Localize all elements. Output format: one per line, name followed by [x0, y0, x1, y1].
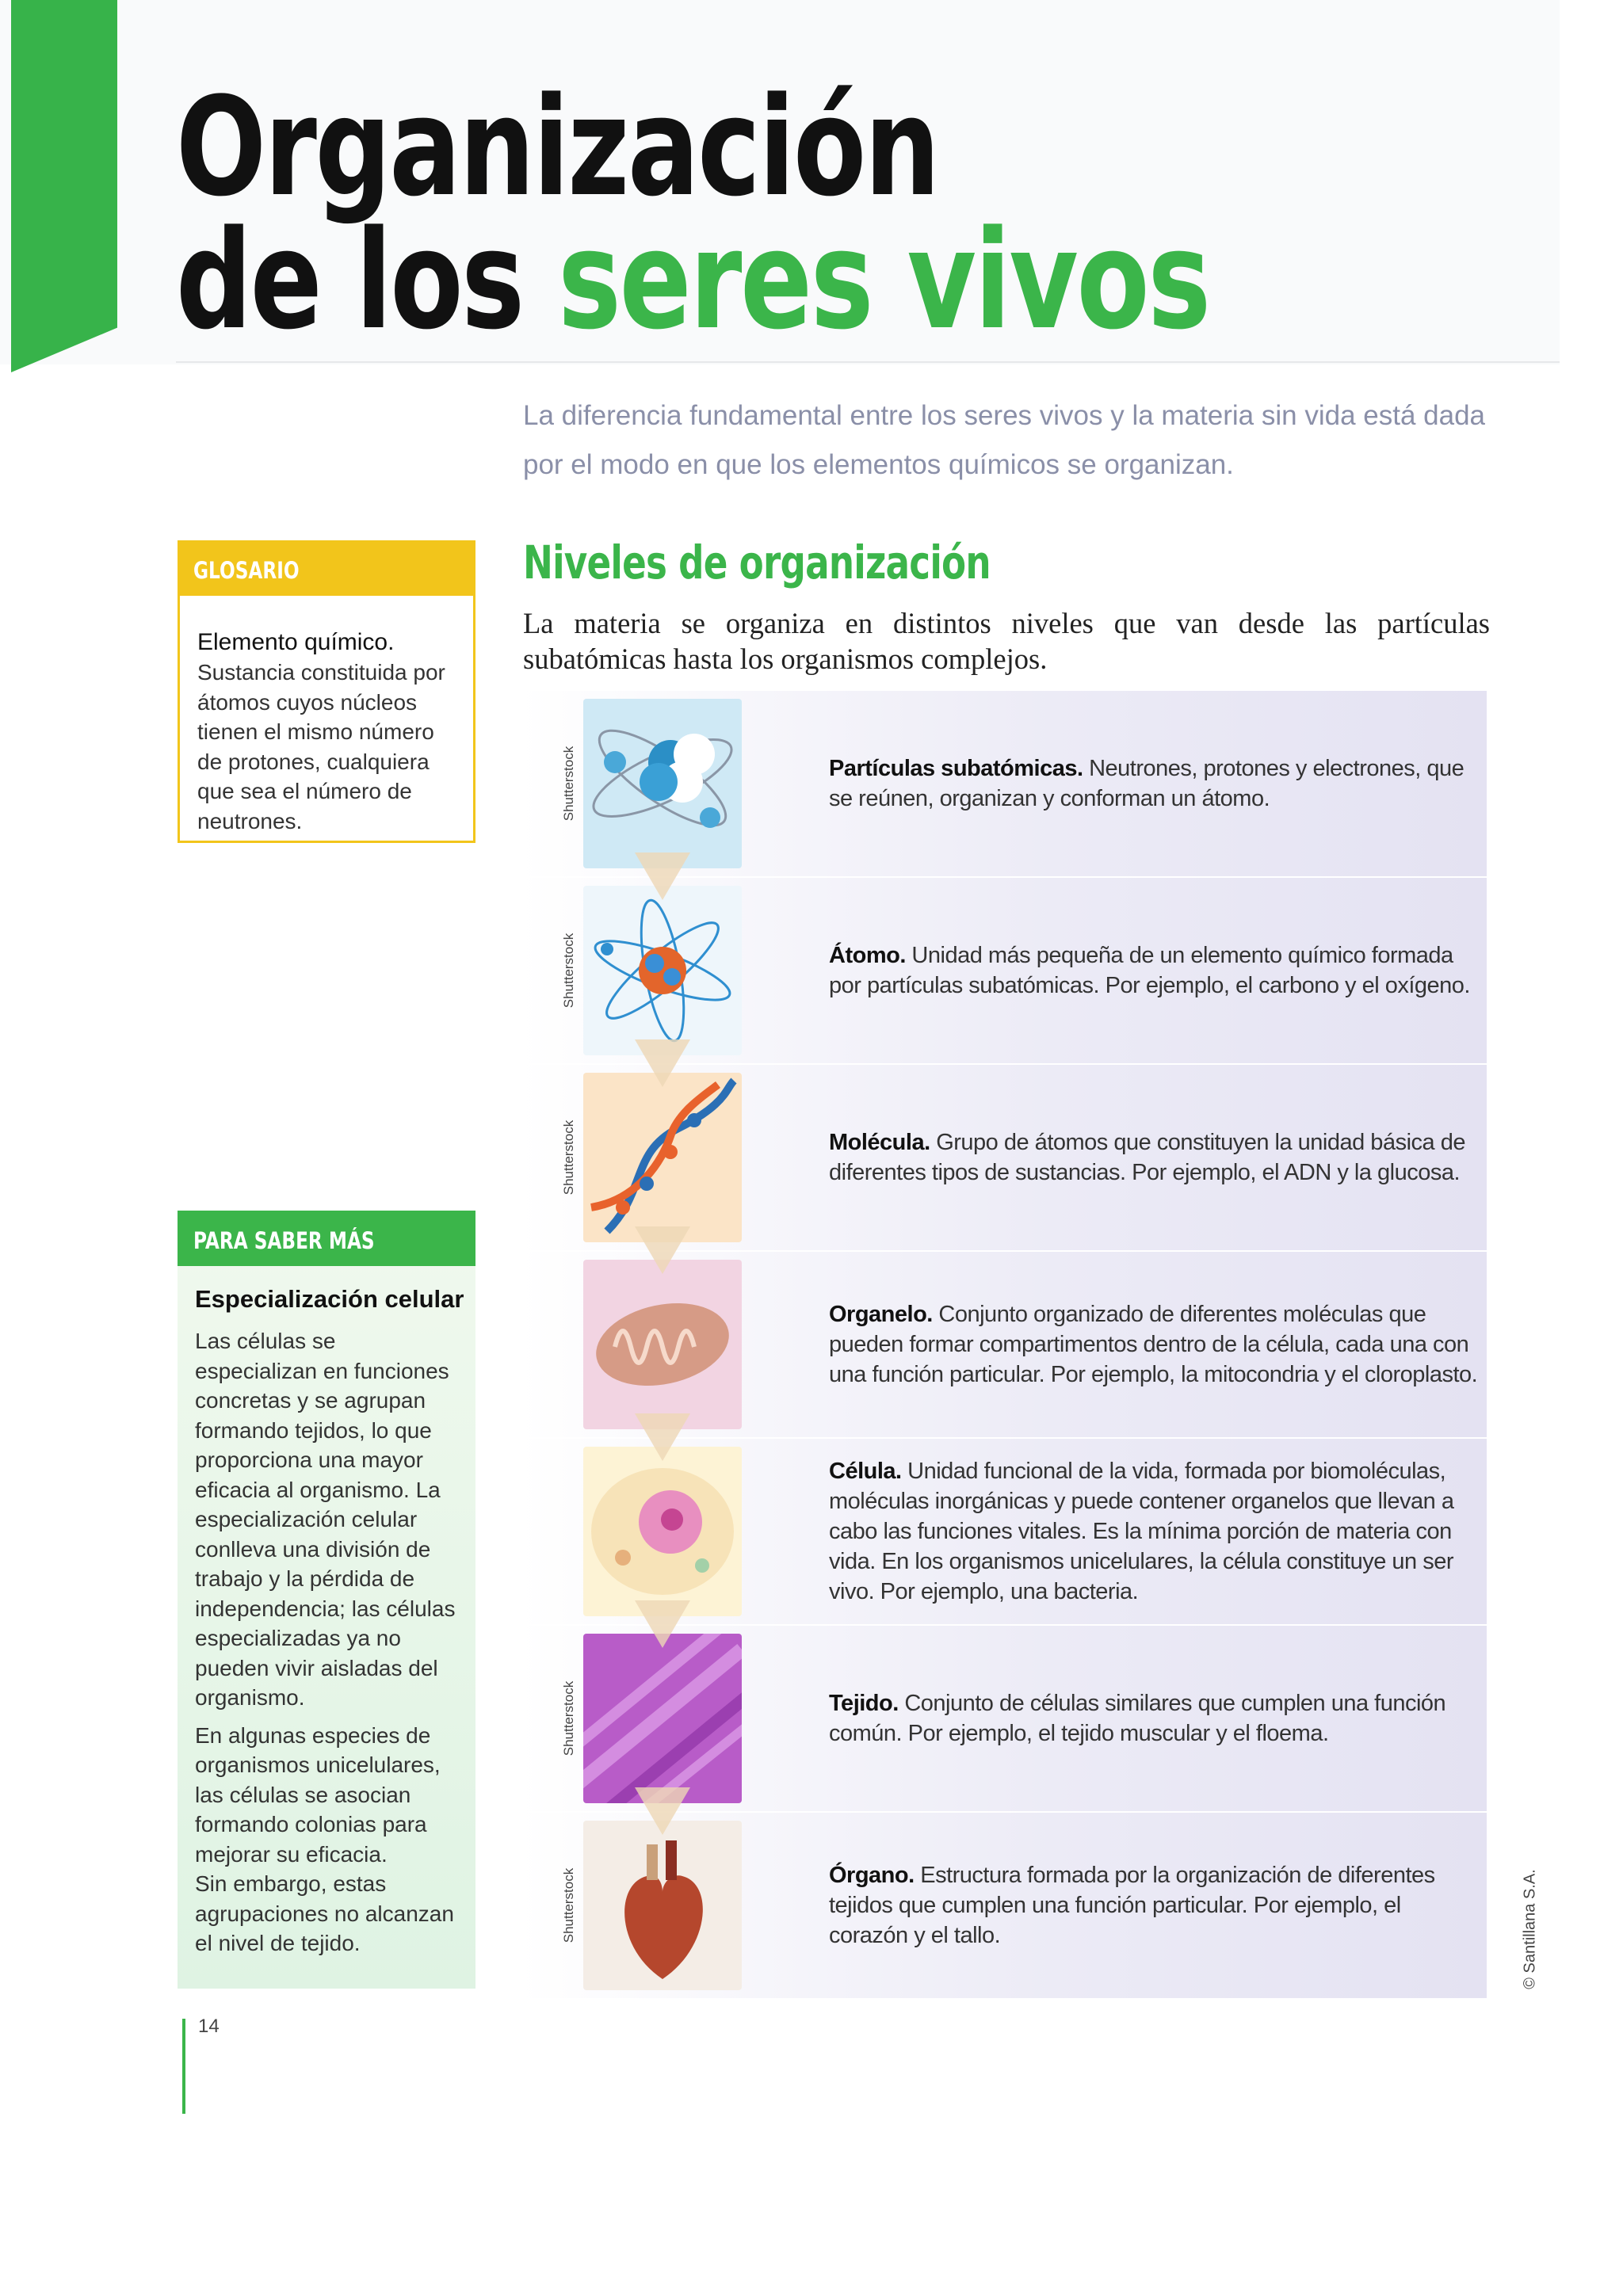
glossary-term: Elemento químico. [197, 629, 395, 655]
level-description: Partículas subatómicas. Neutrones, protones y electrones, que se reúnen, organizan y conforman un átomo. [829, 756, 1465, 811]
photo-credit: Shutterstock [561, 933, 576, 1009]
glossary-definition: Sustancia constituida por átomos cuyos núcleos tienen el mismo número de protones, cualquiera que sea el número de neutrones. [197, 660, 445, 833]
intro-text: La diferencia fundamental entre los seres vivos y la materia sin vida está dada por el modo en que los elementos químicos se organizan. [523, 400, 1485, 480]
chapter-tab [11, 0, 117, 372]
level-cell [520, 1437, 1487, 1624]
more-info-paragraph: Sin embargo, estas agrupaciones no alcanzan el nivel de tejido. [195, 1871, 454, 1955]
level-tissue [520, 1624, 1487, 1811]
more-info-paragraph: Las células se especializan en funciones concretas y se agrupan formando tejidos, lo que proporciona una mayor eficacia al organismo. La especialización celular conlleva una división de trabajo y la pérdida de independencia; las células especializadas ya no pueden vivir aisladas del organismo. [195, 1329, 456, 1710]
level-description: Tejido. Conjunto de células similares que cumplen una función común. Por ejemplo, el tejido muscular y el floema. [829, 1691, 1446, 1746]
subatomic-particles-icon [583, 699, 742, 868]
title-divider [176, 361, 1560, 363]
level-description: Órgano. Estructura formada por la organización de diferentes tejidos que cumplen una función particular. Por ejemplo, el corazón y el tallo. [829, 1863, 1435, 1948]
photo-credit: Shutterstock [561, 1867, 576, 1943]
level-molecule [520, 1063, 1487, 1250]
glossary-heading: GLOSARIO [178, 540, 475, 596]
level-description: Organelo. Conjunto organizado de diferentes moléculas que pueden formar compartimentos dentro de la célula, cada una con una función particular. Por ejemplo, la mitocondria y el cloroplasto. [829, 1302, 1478, 1387]
title-highlight: seres vivos [558, 200, 1209, 360]
page-number-bar [182, 2019, 185, 2114]
heart-icon [583, 1821, 742, 1990]
photo-credit: Shutterstock [561, 746, 576, 822]
section-lead: La materia se organiza en distintos niveles que van desde las partículas subatómicas hasta los organismos complejos. [523, 607, 1490, 675]
photo-credit: Shutterstock [561, 1119, 576, 1196]
photo-credit: Shutterstock [561, 1680, 576, 1756]
page-title [176, 67, 1209, 360]
title-line-2-prefix: de los [176, 200, 559, 360]
more-info-heading: PARA SABER MÁS [178, 1211, 475, 1266]
level-subatomic [520, 689, 1487, 876]
cell-icon [583, 1447, 742, 1616]
dna-molecule-icon [583, 1073, 742, 1242]
section-title: Niveles de organización [523, 536, 991, 589]
mitochondria-icon [583, 1260, 742, 1429]
level-description: Átomo. Unidad más pequeña de un elemento químico formada por partículas subatómicas. Por ejemplo, el carbono y el oxígeno. [829, 943, 1470, 998]
atom-icon [583, 886, 742, 1055]
levels-list [520, 689, 1487, 1998]
more-info-paragraph: En algunas especies de organismos unicelulares, las células se asocian formando colonias para mejorar su eficacia. [195, 1722, 441, 1867]
copyright: © Santillana S.A. [1521, 1869, 1539, 1989]
level-organ [520, 1811, 1487, 1998]
title-line-1: Organización [176, 67, 939, 227]
muscle-tissue-icon [583, 1634, 742, 1803]
level-description: Molécula. Grupo de átomos que constituyen la unidad básica de diferentes tipos de sustancias. Por ejemplo, el ADN y la glucosa. [829, 1130, 1465, 1185]
more-info-box [178, 1211, 475, 1989]
glossary-box [178, 540, 475, 843]
more-info-title: Especialización celular [195, 1285, 464, 1313]
title-line-2 [176, 200, 1209, 360]
level-organelle [520, 1250, 1487, 1437]
level-atom [520, 876, 1487, 1063]
level-description: Célula. Unidad funcional de la vida, formada por biomoléculas, moléculas inorgánicas y puede contener organelos que llevan a cabo las funciones vitales. Es la mínima porción de materia con vida. En los organismos unicelulares, la célula constituye un ser vivo. Por ejemplo, una bacteria. [829, 1459, 1454, 1604]
page-number: 14 [198, 2016, 220, 2037]
